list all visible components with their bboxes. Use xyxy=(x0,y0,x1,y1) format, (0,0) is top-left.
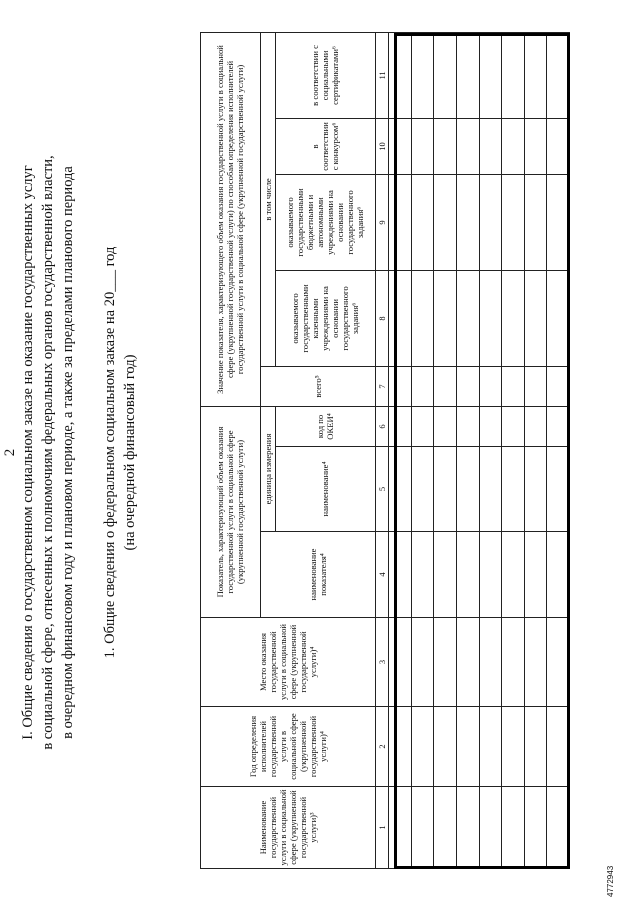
column-number: 6 xyxy=(375,406,388,446)
subsection-heading xyxy=(100,50,140,855)
section-heading xyxy=(18,50,78,855)
column-number: 4 xyxy=(375,532,388,618)
header-value-group: Значение показателя, характеризующего объем оказания государственной услуги в социальной сфере (укрупненной государственной услуги) по способам определения исполнителей государственной услуги в социальной сфере (укрупненной государственной услуги) xyxy=(201,32,261,406)
header-indicator-name: наименование показателя⁴ xyxy=(260,532,375,618)
column-number-row xyxy=(375,32,388,868)
header-place: Место оказания государственной услуги в социальной сфере (укрупненной государственной услуги)⁴ xyxy=(201,618,376,707)
column-number: 5 xyxy=(375,447,388,532)
header-unit-code: код по ОКЕИ⁴ xyxy=(276,406,376,446)
heading-line: в социальной сфере, отнесенных к полномочиям федеральных органов государственной власти, xyxy=(40,155,56,750)
column-number: 2 xyxy=(375,707,388,787)
header-year: Год определения исполнителей государственной услуги в социальной сфере (укрупненной государственной услуги)⁴ xyxy=(201,707,376,787)
column-number: 1 xyxy=(375,787,388,869)
page-number: 2 xyxy=(2,448,18,457)
subheading-line: (на очередной финансовый год) xyxy=(122,354,138,551)
header-unit-name: наименование⁴ xyxy=(276,447,376,532)
column-number: 11 xyxy=(375,32,388,118)
column-number: 8 xyxy=(375,270,388,366)
column-number: 3 xyxy=(375,618,388,707)
column-number: 7 xyxy=(375,366,388,406)
header-unit-group: единица измерения xyxy=(260,406,275,531)
subheading-line: 1. Общие сведения о федеральном социальном заказе на 20___ год xyxy=(102,246,118,659)
header-total: всего⁵ xyxy=(260,366,375,406)
header-service-name: Наименование государственной услуги в социальной сфере (укрупненной государственной услуги)³ xyxy=(201,787,376,869)
data-entry-frame xyxy=(394,33,570,869)
column-number: 9 xyxy=(375,174,388,270)
header-including: в том числе xyxy=(260,32,275,366)
column-number: 10 xyxy=(375,118,388,174)
header-budget-autonomous: оказываемого государственными бюджетными и автономными учреждениями на основании государственного задания⁶ xyxy=(276,174,376,270)
heading-line: I. Общие сведения о государственном социальном заказе на оказание государственных услуг xyxy=(20,165,36,740)
heading-line: в очередном финансовом году и плановом периоде, а также за пределами планового периода xyxy=(60,166,76,739)
header-indicator-group: Показатель, характеризующий объем оказания государственной услуги в социальной сфере (укрупненной государственной услуги) xyxy=(201,406,261,617)
header-competition: в соответствии с конкурсом⁶ xyxy=(276,118,376,174)
header-certificates: в соответствии с социальными сертификатами⁶ xyxy=(276,32,376,118)
document-code: 4772943 xyxy=(606,865,615,897)
header-state-treasury: оказываемого государственными казенными учреждениями на основании государственного задания⁶ xyxy=(276,270,376,366)
